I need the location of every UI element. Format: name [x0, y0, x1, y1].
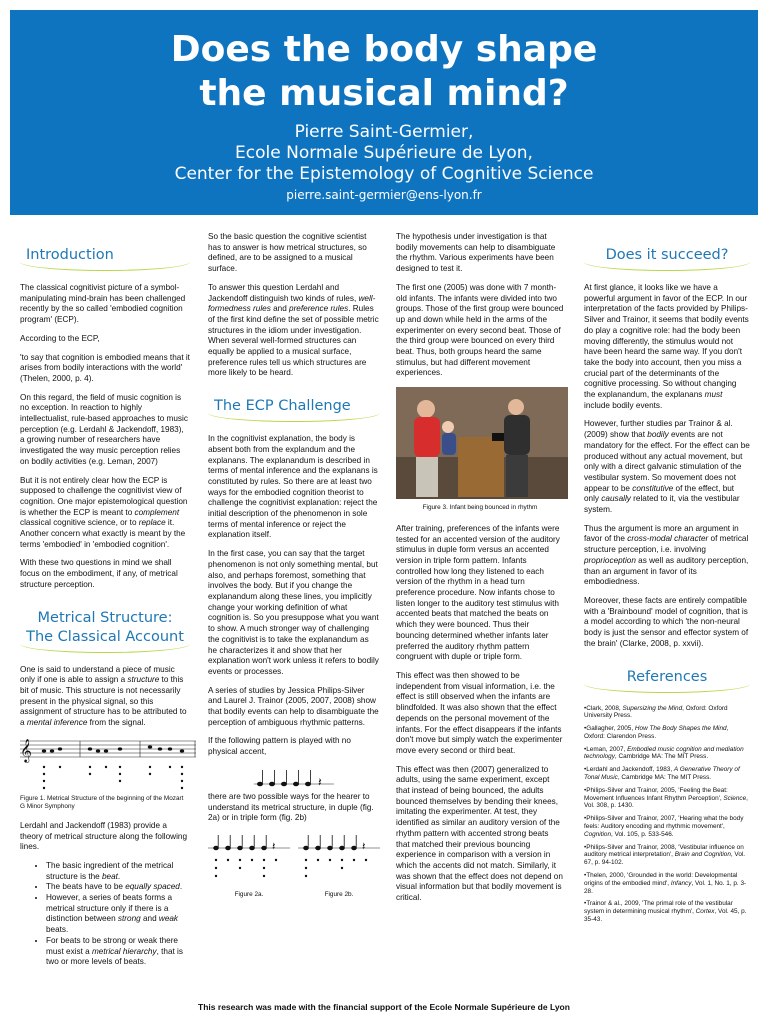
paragraph: However, further studies par Trainor & al. (2009) show that bodily events are not mandatory for the effect. For the effect can be produced without any actual movement, but only with a direct galvanic stimulation of the vestibular system. So movement does not appear to be constitutive of the effect, but only causally related to it, via the vestibular system. — [584, 419, 750, 515]
rhythm-pattern-score — [254, 766, 334, 792]
svg-text:𝄽: 𝄽 — [272, 839, 276, 853]
figure-2b — [298, 832, 380, 910]
list-item: • The basic ingredient of the metrical structure is the beat. — [46, 861, 190, 882]
figure-2a-score — [208, 832, 290, 884]
does-it-succeed-heading: Does it succeed? — [584, 238, 750, 271]
paragraph: One is said to understand a piece of music only if one is able to assign a structure to this bit of music. This structure is not necessarily present in the physical signal, so this assignment of structure has to be attributed to a mental inference from the signal. — [20, 664, 187, 728]
reference-item: •Trainor & al., 2009, 'The primal role of the vestibular system in determining musical rhythm', Cortex, Vol. 45, p. 35-43. — [584, 900, 747, 924]
figure-2b-score — [298, 832, 380, 884]
figure-3-illustration — [396, 387, 568, 499]
figure-2a-label: Figure 2a. — [234, 890, 264, 898]
paragraph: there are two possible ways for the hearer to understand its metrical structure, in duple (fig. 2a) or in triple form (fig. 2b) — [208, 791, 374, 823]
figure-2a — [208, 832, 290, 910]
reference-item: •Philips-Silver and Trainor, 2005, 'Feeling the Beat: Movement Influences Infant Rhythm Perception', Science, Vol. 308, p. 1430. — [584, 786, 748, 810]
author-email[interactable]: pierre.saint-germier@ens-lyon.fr — [286, 188, 482, 202]
paragraph: So the basic question the cognitive scientist has to answer is how metrical structures, so defined, are to be assigned to a musical surface. — [208, 232, 367, 274]
paragraph: The first one (2005) was done with 7 month-old infants. The infants were divided into two groups. Those of the first group were bounced up and down while held in the arms of the experimenter on every second beat. Those of the third group were bounced on every third beat. Thus, both groups heard the same stimulus, but had different movement experiences. — [396, 282, 564, 378]
svg-text:𝄞: 𝄞 — [20, 737, 32, 762]
reference-item: •Leman, 2007, Embodied music cognition and mediation technology, Cambridge MA: The MIT Press. — [584, 745, 744, 761]
reference-item: •Philips-Silver and Trainor, 2007, 'Hearing what the body feels: Auditory encoding and rhythmic movement', Cognition, Vol. 105, p. 533-546. — [584, 815, 744, 838]
paragraph: Moreover, these facts are entirely compatible with a 'Brainbound' model of cognition, that is a model according to which 'the non-neural body is just the sensor and effector system of the brain' (Clarke, 2008, p. xxvii). — [584, 595, 749, 648]
figure-1-caption: Figure 1. Metrical Structure of the beginning of the Mozart G Minor Symphony — [20, 794, 184, 810]
figure-1-score — [20, 737, 196, 793]
paragraph: According to the ECP, — [20, 333, 100, 343]
paragraph: Lerdahl and Jackendoff (1983) provide a theory of metrical structure along the following lines. — [20, 820, 188, 852]
paragraph: After training, preferences of the infants were tested for an accented version of the auditory stimulus in duple form versus an accented version in triple form pattern. Infants controlled how long they listened to each version of the rhythm in a head turn preference procedure. Now infants chose to listen longer to the auditory test stimulus with accented beats that matched the beats on which they were bounced. Thus their bouncing determined whether infants later preferred the auditory rhythm pattern congruent with duple or triple form. — [396, 523, 560, 662]
paragraph: In the cognitivist explanation, the body is absent both from the explandum and the explanans. The explanandum is described in terms of mental inference and the explanans is constituted by rules. So there are at least two ways for the embodied cognition theorist to challenge the cognitivist explanation: reject the initial description of the phenomenon in sole terms of mental inference or reject the explanation itself. — [208, 434, 378, 540]
reference-item: •Clark, 2008, Supersizing the Mind, Oxford: Oxford University Press. — [584, 704, 728, 720]
paragraph: The classical cognitivist picture of a symbol-manipulating mind-brain has been challenged recently by the so called 'embodied cognition program' (ECP). — [20, 283, 186, 325]
column-2 — [208, 232, 380, 910]
funding-footer: This research was made with the financial support of the Ecole Normale Supérieure de Lyon — [198, 1002, 570, 1012]
paragraph: A series of studies by Jessica Philips-Silver and Laurel J. Trainor (2005, 2007, 2008) show that bodily events can help to disambiguate the perception of ambiguous rhythmic patterns. — [208, 685, 379, 727]
figure-2b-label: Figure 2b. — [324, 890, 354, 898]
reference-item: •Philips-Silver and Trainor, 2008, 'Vestibular influence on auditory metrical interpretation', Brain and Cognition, Vol. 67, p. 94-102. — [584, 843, 746, 867]
quote: 'to say that cognition is embodied means that it arises from bodily interactions with the world' (Thelen, 2000, p. 4). — [20, 352, 190, 383]
ecp-challenge-heading: The ECP Challenge — [208, 389, 380, 422]
column-4 — [584, 232, 750, 929]
paragraph: With these two questions in mind we shall focus on the embodiment, if any, of metrical structure perception. — [20, 558, 178, 589]
column-3 — [396, 232, 564, 912]
list-item: • However, a series of beats forms a metrical structure only if there is a distinction between strong and weak beats. — [46, 893, 190, 936]
paragraph: On this regard, the field of music cognition is no exception. In reaction to highly intellectualist, rule-based approaches to music perception (e.g. Lerdahl & Jackendoff, 1983), a growing number of researchers have investigated the way music perception relies on bodily activities (e.g. Leman, 2007) — [20, 392, 188, 466]
bullet-list — [20, 861, 190, 968]
paragraph: Thus the argument is more an argument in favor of the cross-modal character of metrical structure perception, i.e. involving proprioception as well as auditory perception, than an argument in favor of its embodiedness. — [584, 523, 749, 587]
list-item: • For beats to be strong or weak there must exist a metrical hierarchy, that is two or more levels of beats. — [46, 936, 190, 968]
paragraph: To answer this question Lerdahl and Jackendoff distinguish two kinds of rules, well-formedness rules and preference rules. Rules of the first kind define the set of possible metric structures in the idiom under investigation. When several well-formed structures can equally be applied to a musical surface, preference rules tell us which structures are more likely to be heard. — [208, 282, 379, 378]
references-list — [584, 705, 750, 924]
paragraph: In the first case, you can say that the target phenomenon is not only something mental, but also, and perhaps foremost, something that involves the body. But if you change the explanandum along these lines, you implicitly change your working definition of what cognition is. So you presuppose what you want to show. A much stronger way of challenging the cognitivist is to take the explanandum as he characterizes it and show that her explanation won't work unless it refers to bodily events or processes. — [208, 549, 379, 676]
paragraph: But it is not entirely clear how the ECP is supposed to challenge the cognitivist view of cognition. One major epistemological question is whether the ECP is meant to complement classical cognitive science, or to replace it. Another concern what exactly is meant by the terms 'embodied' in 'embodied cognition'. — [20, 475, 188, 549]
figure-3-caption: Figure 3. Infant being bounced in rhythm — [422, 504, 538, 512]
reference-item: •Gallagher, 2005, How The Body Shapes the Mind, Oxford: Clarendon Press. — [584, 725, 729, 740]
poster-title: Does the body shape the musical mind? — [170, 29, 598, 114]
author-block: Pierre Saint-Germier, Ecole Normale Supérieure de Lyon, Center for the Epistemology of Cognitive Science — [174, 122, 594, 184]
poster-header — [10, 10, 758, 215]
introduction-heading: Introduction — [20, 238, 190, 271]
column-1 — [20, 232, 190, 976]
svg-text:𝄽: 𝄽 — [318, 774, 322, 789]
reference-item: •Thelen, 2000, 'Grounded in the world: Developmental origins of the embodied mind', Infancy, Vol. 1, No. 1, p. 3-28. — [584, 872, 747, 895]
paragraph: This effect was then (2007) generalized to adults, using the same experiment, except that instead of being bounced, the adults bounced themselves by bending their knees, imitating the experimenter. At test, they identified as similar an auditory version of the rhythm pattern with accented strong beats that matched their previous bouncing experience in comparison with a version in which the accents did not match. Similarly, it was shown that the effect does not depend on visual information but that bodily movement is critical. — [396, 764, 563, 903]
paragraph: The hypothesis under investigation is that bodily movements can help to disambiguate the rhythm. Various experiments have been designed to test it. — [396, 232, 556, 274]
figure-3-photo — [396, 387, 568, 499]
paragraph: At first glance, it looks like we have a powerful argument in favor of the ECP. In our interpretation of the facts provided by Philips-Silver and Trainor, it seems that bodily events do play a cognitive role: had the body been moving differently, the stimulus would not have been heard the same way. If you don't take the body into account, then you miss a crucial part of the determinants of the cognitive processing. So without changing the explanandum, the explanans must include bodily events. — [584, 283, 749, 410]
paragraph: This effect was then showed to be independent from visual information, i.e. the effect is still observed when the infants are blindfolded. It was also shown that the effect depends on the personal movement of the infants. For the effect disappears if the infants don't move but simply watch the experimenter move every second or third beat. — [396, 670, 563, 755]
references-heading: References — [584, 660, 750, 693]
reference-item: •Lerdahl and Jackendoff, 1983, A Generative Theory of Tonal Music, Cambridge MA: The MIT Press. — [584, 766, 740, 782]
figure-2 — [208, 832, 380, 910]
list-item: • The beats have to be equally spaced. — [46, 882, 190, 893]
paragraph: If the following pattern is played with no physical accent, — [208, 736, 351, 757]
metrical-structure-heading: Metrical Structure: The Classical Account — [20, 601, 190, 653]
svg-text:𝄽: 𝄽 — [362, 839, 366, 853]
